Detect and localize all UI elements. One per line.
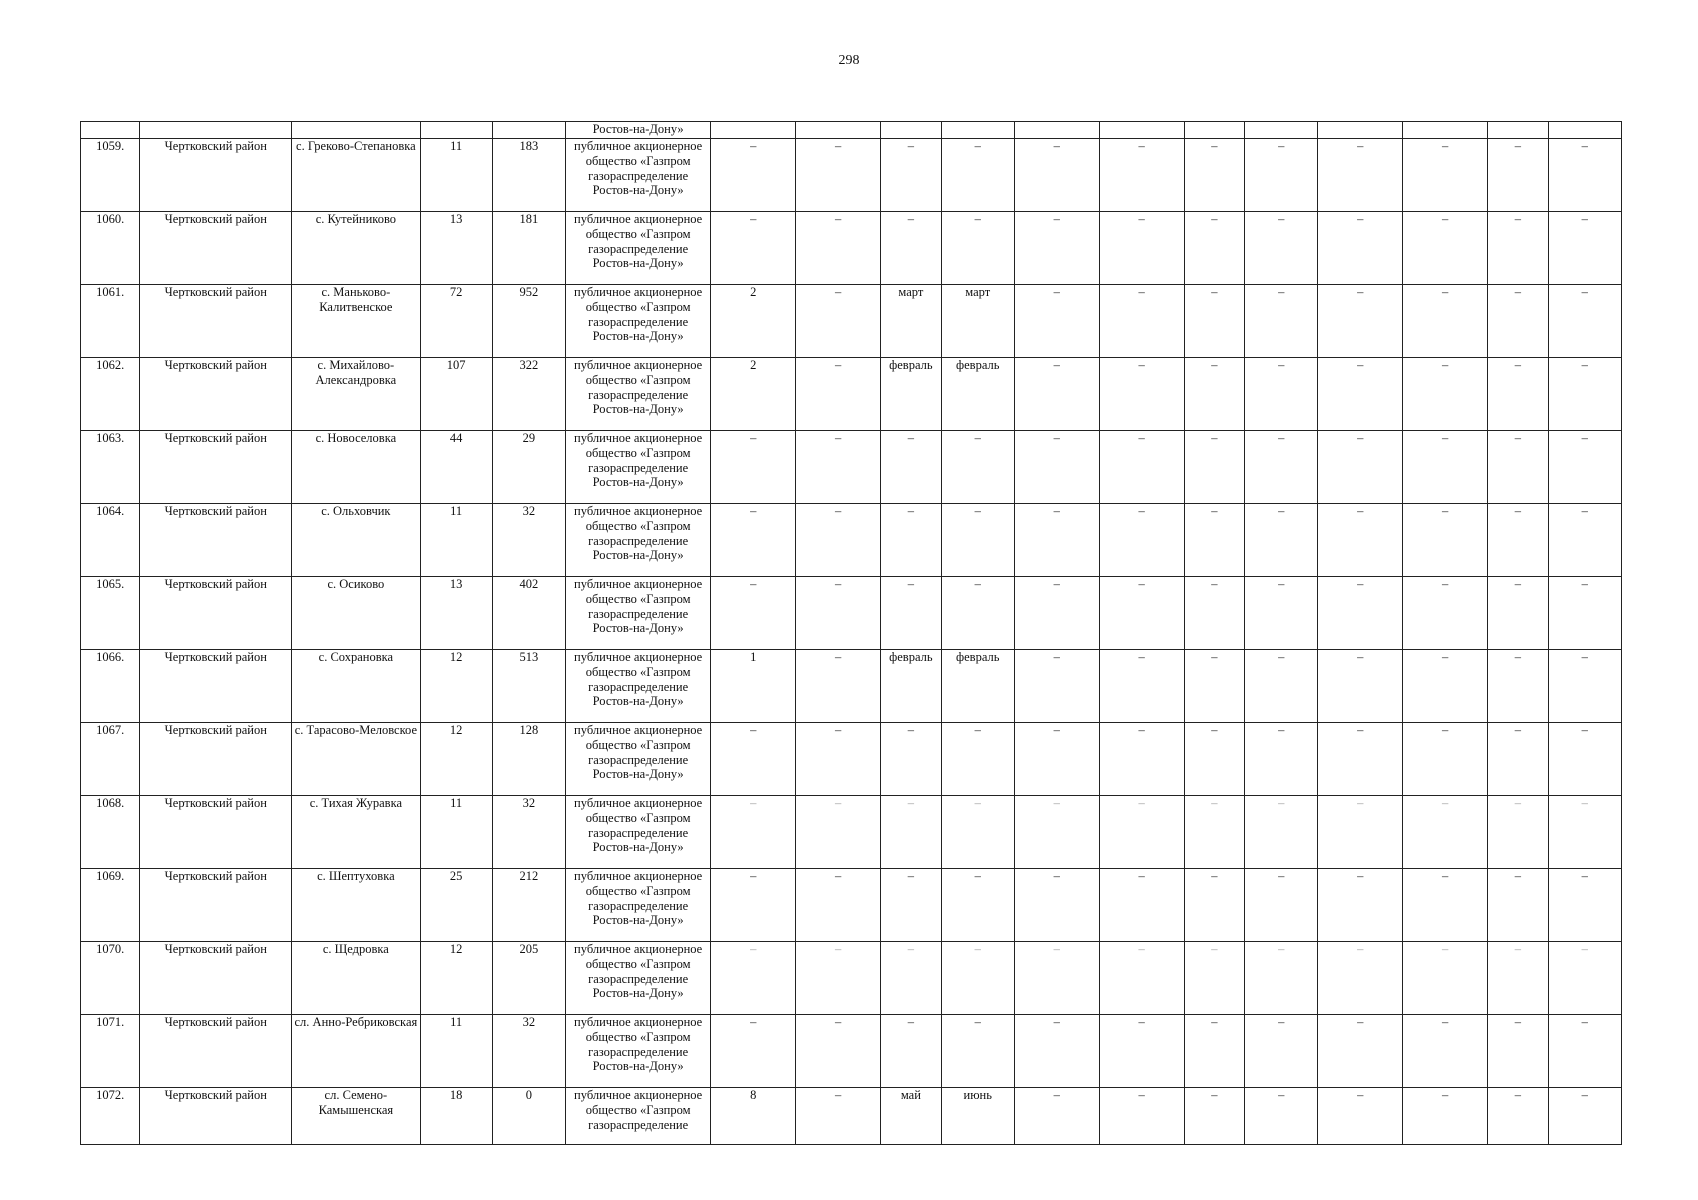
schedule-cell: – xyxy=(1099,139,1184,212)
table-row xyxy=(81,1088,1622,1145)
schedule-cell: – xyxy=(1488,796,1548,869)
value-cell: 12 xyxy=(420,942,492,1015)
schedule-cell: – xyxy=(941,796,1014,869)
schedule-cell: 2 xyxy=(711,358,796,431)
schedule-cell: – xyxy=(1403,139,1488,212)
schedule-cell: – xyxy=(1184,431,1244,504)
schedule-cell: – xyxy=(1245,504,1318,577)
schedule-cell: – xyxy=(1548,431,1621,504)
schedule-cell: – xyxy=(941,1015,1014,1088)
schedule-cell: февраль xyxy=(941,650,1014,723)
row-number-cell: 1062. xyxy=(81,358,140,431)
value-cell: 11 xyxy=(420,504,492,577)
schedule-cell: – xyxy=(1245,650,1318,723)
schedule-cell: март xyxy=(881,285,941,358)
organization-cell: публичное акционерное общество «Газпром газораспределение Ростов-на-Дону» xyxy=(565,577,710,650)
value-cell: 952 xyxy=(492,285,565,358)
district-cell: Чертковский район xyxy=(140,869,292,942)
schedule-cell: – xyxy=(1403,869,1488,942)
organization-cell: публичное акционерное общество «Газпром газораспределение Ростов-на-Дону» xyxy=(565,942,710,1015)
schedule-cell: – xyxy=(711,869,796,942)
schedule-cell: – xyxy=(1318,285,1403,358)
schedule-cell: – xyxy=(1245,869,1318,942)
locality-cell: с. Тихая Журавка xyxy=(292,796,420,869)
table-row xyxy=(81,285,1622,358)
schedule-cell: 8 xyxy=(711,1088,796,1145)
schedule-cell: – xyxy=(1099,942,1184,1015)
schedule-cell: – xyxy=(1184,212,1244,285)
schedule-cell: – xyxy=(941,723,1014,796)
schedule-cell: – xyxy=(1548,212,1621,285)
schedule-cell: – xyxy=(1099,212,1184,285)
schedule-cell: – xyxy=(711,504,796,577)
schedule-cell: – xyxy=(1548,650,1621,723)
schedule-cell: – xyxy=(881,212,941,285)
continuation-row xyxy=(81,122,1622,139)
schedule-cell: – xyxy=(1488,723,1548,796)
schedule-cell: – xyxy=(1184,796,1244,869)
schedule-cell: – xyxy=(1548,796,1621,869)
locality-cell: с. Кутейниково xyxy=(292,212,420,285)
schedule-cell: – xyxy=(1184,1015,1244,1088)
table-row xyxy=(81,504,1622,577)
schedule-cell: – xyxy=(1184,942,1244,1015)
row-number-cell: 1059. xyxy=(81,139,140,212)
schedule-cell: – xyxy=(1488,1088,1548,1145)
locality-cell: с. Новоселовка xyxy=(292,431,420,504)
locality-cell: с. Греково-Степановка xyxy=(292,139,420,212)
schedule-cell: – xyxy=(1403,796,1488,869)
schedule-cell: – xyxy=(1548,942,1621,1015)
schedule-cell: – xyxy=(881,723,941,796)
schedule-cell: – xyxy=(1014,577,1099,650)
row-number-cell: 1069. xyxy=(81,869,140,942)
value-cell: 18 xyxy=(420,1088,492,1145)
organization-cell: публичное акционерное общество «Газпром газораспределение Ростов-на-Дону» xyxy=(565,869,710,942)
locality-cell: с. Осиково xyxy=(292,577,420,650)
table-row xyxy=(81,650,1622,723)
schedule-cell: – xyxy=(1318,212,1403,285)
schedule-cell: – xyxy=(711,139,796,212)
schedule-cell: – xyxy=(1488,650,1548,723)
table-row xyxy=(81,139,1622,212)
schedule-cell: – xyxy=(881,869,941,942)
organization-cell: публичное акционерное общество «Газпром газораспределение Ростов-на-Дону» xyxy=(565,504,710,577)
schedule-cell: – xyxy=(1548,504,1621,577)
gasification-schedule-table xyxy=(80,121,1622,1145)
organization-cell: публичное акционерное общество «Газпром газораспределение Ростов-на-Дону» xyxy=(565,723,710,796)
table-row xyxy=(81,358,1622,431)
schedule-cell: – xyxy=(1014,942,1099,1015)
row-number-cell: 1068. xyxy=(81,796,140,869)
value-cell: 13 xyxy=(420,577,492,650)
schedule-cell: – xyxy=(881,139,941,212)
district-cell: Чертковский район xyxy=(140,650,292,723)
schedule-cell: – xyxy=(881,504,941,577)
org-tail-cell: Ростов-на-Дону» xyxy=(565,122,710,139)
organization-cell: публичное акционерное общество «Газпром газораспределение xyxy=(565,1088,710,1145)
schedule-cell: – xyxy=(1488,139,1548,212)
schedule-cell: – xyxy=(1099,431,1184,504)
schedule-cell: – xyxy=(1548,1015,1621,1088)
schedule-cell: – xyxy=(1245,212,1318,285)
table-row xyxy=(81,577,1622,650)
schedule-cell: – xyxy=(1548,285,1621,358)
district-cell: Чертковский район xyxy=(140,942,292,1015)
schedule-cell: – xyxy=(711,577,796,650)
schedule-cell: – xyxy=(1548,577,1621,650)
schedule-cell: – xyxy=(1245,1015,1318,1088)
value-cell: 29 xyxy=(492,431,565,504)
schedule-cell: – xyxy=(1488,577,1548,650)
district-cell: Чертковский район xyxy=(140,431,292,504)
schedule-cell: – xyxy=(1245,942,1318,1015)
schedule-cell: – xyxy=(1488,869,1548,942)
value-cell: 44 xyxy=(420,431,492,504)
row-number-cell: 1072. xyxy=(81,1088,140,1145)
table-row xyxy=(81,796,1622,869)
schedule-cell: – xyxy=(1184,650,1244,723)
schedule-cell: – xyxy=(1184,577,1244,650)
schedule-cell: – xyxy=(1318,869,1403,942)
schedule-cell: – xyxy=(1318,504,1403,577)
schedule-cell: – xyxy=(1318,139,1403,212)
row-number-cell: 1065. xyxy=(81,577,140,650)
schedule-cell: – xyxy=(1245,358,1318,431)
schedule-cell: – xyxy=(1184,358,1244,431)
schedule-cell: – xyxy=(1318,577,1403,650)
row-number-cell: 1067. xyxy=(81,723,140,796)
schedule-cell: – xyxy=(1014,212,1099,285)
schedule-cell: – xyxy=(1245,577,1318,650)
district-cell: Чертковский район xyxy=(140,1015,292,1088)
schedule-cell: – xyxy=(1014,285,1099,358)
table-row xyxy=(81,212,1622,285)
district-cell: Чертковский район xyxy=(140,212,292,285)
schedule-cell: – xyxy=(1099,358,1184,431)
district-cell: Чертковский район xyxy=(140,577,292,650)
table-row xyxy=(81,723,1622,796)
district-cell: Чертковский район xyxy=(140,723,292,796)
district-cell: Чертковский район xyxy=(140,358,292,431)
schedule-cell: – xyxy=(1403,212,1488,285)
schedule-cell: – xyxy=(711,1015,796,1088)
schedule-cell: – xyxy=(1099,723,1184,796)
locality-cell: с. Михайлово-Александровка xyxy=(292,358,420,431)
value-cell: 72 xyxy=(420,285,492,358)
schedule-cell: – xyxy=(796,431,881,504)
schedule-cell: – xyxy=(711,723,796,796)
schedule-cell: – xyxy=(881,942,941,1015)
schedule-cell: февраль xyxy=(881,358,941,431)
schedule-cell: – xyxy=(941,504,1014,577)
value-cell: 11 xyxy=(420,139,492,212)
organization-cell: публичное акционерное общество «Газпром газораспределение Ростов-на-Дону» xyxy=(565,650,710,723)
schedule-cell: – xyxy=(941,212,1014,285)
schedule-cell: – xyxy=(1014,431,1099,504)
schedule-cell: – xyxy=(941,942,1014,1015)
row-number-cell: 1063. xyxy=(81,431,140,504)
table-row xyxy=(81,869,1622,942)
organization-cell: публичное акционерное общество «Газпром газораспределение Ростов-на-Дону» xyxy=(565,285,710,358)
table-row xyxy=(81,431,1622,504)
schedule-cell: – xyxy=(1548,869,1621,942)
schedule-cell: февраль xyxy=(941,358,1014,431)
locality-cell: с. Щедровка xyxy=(292,942,420,1015)
organization-cell: публичное акционерное общество «Газпром газораспределение Ростов-на-Дону» xyxy=(565,358,710,431)
value-cell: 11 xyxy=(420,796,492,869)
schedule-cell: – xyxy=(1099,1015,1184,1088)
district-cell: Чертковский район xyxy=(140,504,292,577)
schedule-cell: – xyxy=(941,139,1014,212)
schedule-cell: – xyxy=(881,1015,941,1088)
schedule-cell: – xyxy=(1488,285,1548,358)
schedule-cell: – xyxy=(796,650,881,723)
value-cell: 32 xyxy=(492,796,565,869)
schedule-cell: – xyxy=(1488,212,1548,285)
schedule-cell: – xyxy=(1403,723,1488,796)
schedule-cell: – xyxy=(796,358,881,431)
schedule-cell: – xyxy=(1318,723,1403,796)
schedule-cell: – xyxy=(1014,723,1099,796)
schedule-cell: 1 xyxy=(711,650,796,723)
schedule-cell: февраль xyxy=(881,650,941,723)
row-number-cell: 1070. xyxy=(81,942,140,1015)
schedule-cell: – xyxy=(1548,358,1621,431)
locality-cell: с. Тарасово-Меловское xyxy=(292,723,420,796)
schedule-cell: – xyxy=(1488,431,1548,504)
schedule-cell: – xyxy=(796,285,881,358)
schedule-cell: – xyxy=(1184,504,1244,577)
schedule-cell: – xyxy=(1184,869,1244,942)
value-cell: 183 xyxy=(492,139,565,212)
schedule-cell: – xyxy=(1403,431,1488,504)
schedule-cell: – xyxy=(796,869,881,942)
schedule-cell: – xyxy=(796,504,881,577)
value-cell: 25 xyxy=(420,869,492,942)
schedule-cell: – xyxy=(711,796,796,869)
schedule-cell: – xyxy=(1403,650,1488,723)
schedule-cell: – xyxy=(881,796,941,869)
row-number-cell: 1064. xyxy=(81,504,140,577)
row-number-cell: 1066. xyxy=(81,650,140,723)
value-cell: 181 xyxy=(492,212,565,285)
value-cell: 32 xyxy=(492,1015,565,1088)
schedule-cell: март xyxy=(941,285,1014,358)
schedule-cell: – xyxy=(941,431,1014,504)
schedule-cell: – xyxy=(1014,504,1099,577)
district-cell: Чертковский район xyxy=(140,139,292,212)
organization-cell: публичное акционерное общество «Газпром газораспределение Ростов-на-Дону» xyxy=(565,1015,710,1088)
schedule-cell: – xyxy=(711,212,796,285)
schedule-cell: – xyxy=(881,431,941,504)
schedule-cell: – xyxy=(1548,1088,1621,1145)
schedule-cell: – xyxy=(1245,796,1318,869)
locality-cell: с. Шептуховка xyxy=(292,869,420,942)
schedule-cell: – xyxy=(1245,1088,1318,1145)
row-number-cell: 1061. xyxy=(81,285,140,358)
row-number-cell: 1060. xyxy=(81,212,140,285)
schedule-cell: – xyxy=(1099,796,1184,869)
value-cell: 212 xyxy=(492,869,565,942)
schedule-cell: май xyxy=(881,1088,941,1145)
locality-cell: сл. Анно-Ребриковская xyxy=(292,1015,420,1088)
schedule-cell: – xyxy=(1014,358,1099,431)
schedule-cell: – xyxy=(1099,285,1184,358)
schedule-cell: – xyxy=(1099,650,1184,723)
schedule-cell: – xyxy=(1014,139,1099,212)
district-cell: Чертковский район xyxy=(140,796,292,869)
locality-cell: сл. Семено-Камышенская xyxy=(292,1088,420,1145)
schedule-cell: – xyxy=(1184,285,1244,358)
value-cell: 11 xyxy=(420,1015,492,1088)
schedule-cell: – xyxy=(1318,650,1403,723)
value-cell: 128 xyxy=(492,723,565,796)
schedule-cell: – xyxy=(1184,1088,1244,1145)
schedule-cell: – xyxy=(1318,358,1403,431)
value-cell: 13 xyxy=(420,212,492,285)
locality-cell: с. Ольховчик xyxy=(292,504,420,577)
schedule-cell: – xyxy=(1403,942,1488,1015)
organization-cell: публичное акционерное общество «Газпром газораспределение Ростов-на-Дону» xyxy=(565,431,710,504)
schedule-cell: – xyxy=(1318,942,1403,1015)
organization-cell: публичное акционерное общество «Газпром газораспределение Ростов-на-Дону» xyxy=(565,212,710,285)
value-cell: 32 xyxy=(492,504,565,577)
schedule-cell: – xyxy=(1245,285,1318,358)
schedule-cell: – xyxy=(1403,285,1488,358)
locality-cell: с. Сохрановка xyxy=(292,650,420,723)
schedule-cell: – xyxy=(1488,942,1548,1015)
schedule-cell: – xyxy=(1403,358,1488,431)
value-cell: 12 xyxy=(420,650,492,723)
schedule-cell: – xyxy=(1014,650,1099,723)
organization-cell: публичное акционерное общество «Газпром газораспределение Ростов-на-Дону» xyxy=(565,796,710,869)
schedule-cell: – xyxy=(1014,796,1099,869)
schedule-cell: – xyxy=(1318,431,1403,504)
organization-cell: публичное акционерное общество «Газпром газораспределение Ростов-на-Дону» xyxy=(565,139,710,212)
schedule-cell: – xyxy=(1014,1015,1099,1088)
schedule-cell: июнь xyxy=(941,1088,1014,1145)
schedule-cell: – xyxy=(881,577,941,650)
value-cell: 402 xyxy=(492,577,565,650)
schedule-cell: – xyxy=(1488,358,1548,431)
schedule-cell: – xyxy=(1099,577,1184,650)
schedule-cell: – xyxy=(1245,139,1318,212)
schedule-cell: – xyxy=(1318,1015,1403,1088)
schedule-cell: – xyxy=(1184,723,1244,796)
schedule-cell: – xyxy=(941,869,1014,942)
schedule-cell: – xyxy=(1403,577,1488,650)
value-cell: 107 xyxy=(420,358,492,431)
schedule-cell: – xyxy=(1099,869,1184,942)
table-row xyxy=(81,1015,1622,1088)
schedule-cell: – xyxy=(796,942,881,1015)
schedule-cell: – xyxy=(796,139,881,212)
schedule-cell: – xyxy=(796,577,881,650)
schedule-cell: – xyxy=(1403,1015,1488,1088)
value-cell: 513 xyxy=(492,650,565,723)
schedule-cell: – xyxy=(796,1015,881,1088)
schedule-cell: – xyxy=(1318,1088,1403,1145)
schedule-cell: – xyxy=(1245,431,1318,504)
value-cell: 322 xyxy=(492,358,565,431)
schedule-cell: – xyxy=(796,1088,881,1145)
table-row xyxy=(81,942,1622,1015)
schedule-cell: – xyxy=(796,212,881,285)
schedule-cell: – xyxy=(1548,723,1621,796)
schedule-cell: – xyxy=(1403,1088,1488,1145)
schedule-cell: – xyxy=(1488,504,1548,577)
schedule-cell: – xyxy=(1245,723,1318,796)
value-cell: 12 xyxy=(420,723,492,796)
schedule-cell: – xyxy=(711,942,796,1015)
schedule-cell: – xyxy=(1184,139,1244,212)
schedule-cell: – xyxy=(711,431,796,504)
row-number-cell: 1071. xyxy=(81,1015,140,1088)
schedule-cell: – xyxy=(1403,504,1488,577)
schedule-cell: – xyxy=(1099,504,1184,577)
schedule-cell: – xyxy=(1318,796,1403,869)
schedule-cell: – xyxy=(941,577,1014,650)
district-cell: Чертковский район xyxy=(140,1088,292,1145)
value-cell: 205 xyxy=(492,942,565,1015)
schedule-cell: – xyxy=(796,723,881,796)
value-cell: 0 xyxy=(492,1088,565,1145)
schedule-cell: – xyxy=(1014,869,1099,942)
page-number: 298 xyxy=(838,53,860,68)
schedule-cell: – xyxy=(1099,1088,1184,1145)
schedule-cell: – xyxy=(1488,1015,1548,1088)
locality-cell: с. Маньково-Калитвенское xyxy=(292,285,420,358)
schedule-cell: – xyxy=(796,796,881,869)
schedule-cell: 2 xyxy=(711,285,796,358)
district-cell: Чертковский район xyxy=(140,285,292,358)
schedule-cell: – xyxy=(1548,139,1621,212)
schedule-cell: – xyxy=(1014,1088,1099,1145)
